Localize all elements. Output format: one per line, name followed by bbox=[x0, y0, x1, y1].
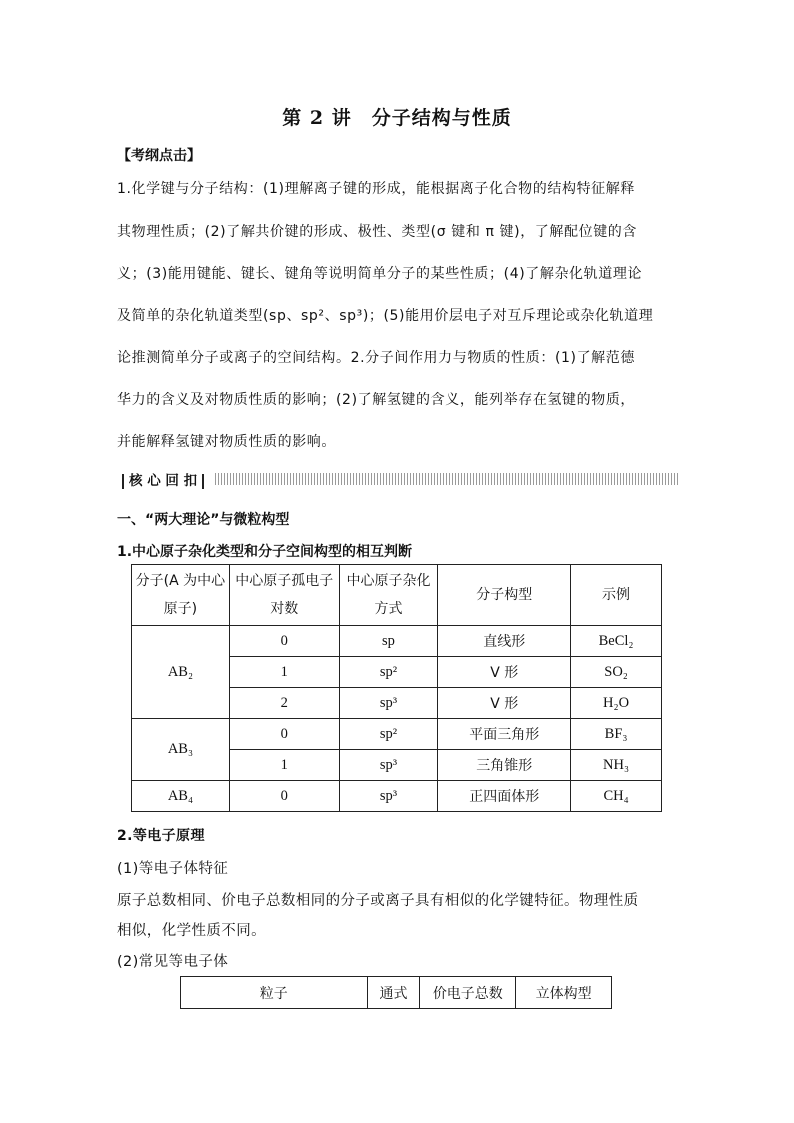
intro-line: 义；(3)能用键能、键长、键角等说明简单分子的某些性质；(4)了解杂化轨道理论 bbox=[117, 266, 643, 282]
subsection-heading: 2.等电子原理 bbox=[117, 828, 205, 844]
table-cell: sp bbox=[339, 626, 438, 657]
molecule-type-cell: AB₂ bbox=[132, 626, 230, 719]
molecule-type-cell: AB₄ bbox=[132, 781, 230, 812]
table-header-cell: 示例 bbox=[571, 565, 662, 626]
table-cell: 0 bbox=[229, 719, 339, 750]
table-header-cell: 分子构型 bbox=[438, 565, 571, 626]
table-header-cell: 通式 bbox=[367, 977, 420, 1009]
table-row bbox=[132, 781, 662, 812]
table-header-cell: 价电子总数 bbox=[420, 977, 516, 1009]
table-cell: sp³ bbox=[339, 688, 438, 719]
table-cell: sp³ bbox=[339, 750, 438, 781]
table-cell: 正四面体形 bbox=[438, 781, 571, 812]
table-cell: sp³ bbox=[339, 781, 438, 812]
body-line: 原子总数相同、价电子总数相同的分子或离子具有相似的化学键特征。物理性质 bbox=[117, 893, 639, 909]
table-header-row bbox=[181, 977, 612, 1009]
table-cell: CH₄ bbox=[571, 781, 662, 812]
table-cell: H₂O bbox=[571, 688, 662, 719]
intro-line: 1.化学键与分子结构：(1)理解离子键的形成，能根据离子化合物的结构特征解释 bbox=[117, 181, 635, 197]
table-header-cell: 立体构型 bbox=[516, 977, 612, 1009]
table-cell: 三角锥形 bbox=[438, 750, 571, 781]
table-row bbox=[132, 719, 662, 750]
hybridization-table bbox=[131, 564, 662, 812]
intro-line: 其物理性质；(2)了解共价键的形成、极性、类型(σ 键和 π 键)，了解配位键的含 bbox=[117, 224, 638, 240]
intro-line: 论推测简单分子或离子的空间结构。2.分子间作用力与物质的性质：(1)了解范德 bbox=[117, 350, 635, 366]
table-header-cell: 粒子 bbox=[181, 977, 368, 1009]
table-header-cell: 中心原子孤电子对数 bbox=[229, 565, 339, 626]
table-cell: 2 bbox=[229, 688, 339, 719]
table-cell: 平面三角形 bbox=[438, 719, 571, 750]
table-header-cell: 中心原子杂化方式 bbox=[339, 565, 438, 626]
table-cell: 0 bbox=[229, 626, 339, 657]
table-cell: 0 bbox=[229, 781, 339, 812]
table-cell: BF₃ bbox=[571, 719, 662, 750]
subsection-heading: 1.中心原子杂化类型和分子空间构型的相互判断 bbox=[117, 544, 413, 560]
table-cell: NH₃ bbox=[571, 750, 662, 781]
table-cell: BeCl₂ bbox=[571, 626, 662, 657]
subsection-heading: (2)常见等电子体 bbox=[117, 954, 229, 970]
table-row bbox=[132, 626, 662, 657]
subsection-heading: (1)等电子体特征 bbox=[117, 861, 229, 877]
section-heading: 一、“两大理论”与微粒构型 bbox=[117, 512, 290, 528]
intro-line: 并能解释氢键对物质性质的影响。 bbox=[117, 434, 336, 450]
table-cell: sp² bbox=[339, 719, 438, 750]
table-cell: sp² bbox=[339, 657, 438, 688]
molecule-type-cell: AB₃ bbox=[132, 719, 230, 781]
exam-outline-heading: 【考纲点击】 bbox=[117, 148, 201, 164]
table-header-cell: 分子(A 为中心原子) bbox=[132, 565, 230, 626]
intro-line: 华力的含义及对物质性质的影响；(2)了解氢键的含义，能列举存在氢键的物质， bbox=[117, 392, 636, 408]
table-cell: 直线形 bbox=[438, 626, 571, 657]
table-header-row bbox=[132, 565, 662, 626]
table-cell: SO₂ bbox=[571, 657, 662, 688]
table-cell: V 形 bbox=[438, 657, 571, 688]
core-review-banner bbox=[117, 470, 679, 488]
table-cell: 1 bbox=[229, 657, 339, 688]
intro-line: 及简单的杂化轨道类型(sp、sp²、sp³)；(5)能用价层电子对互斥理论或杂化轨道理 bbox=[117, 308, 654, 324]
body-line: 相似，化学性质不同。 bbox=[117, 923, 266, 939]
core-review-label: 核 心 回 扣 bbox=[117, 469, 213, 489]
page-title: 第 2 讲 分子结构与性质 bbox=[282, 107, 512, 129]
table-cell: V 形 bbox=[438, 688, 571, 719]
isoelectronic-table bbox=[180, 976, 612, 1009]
dotted-rule bbox=[215, 473, 679, 485]
table-cell: 1 bbox=[229, 750, 339, 781]
